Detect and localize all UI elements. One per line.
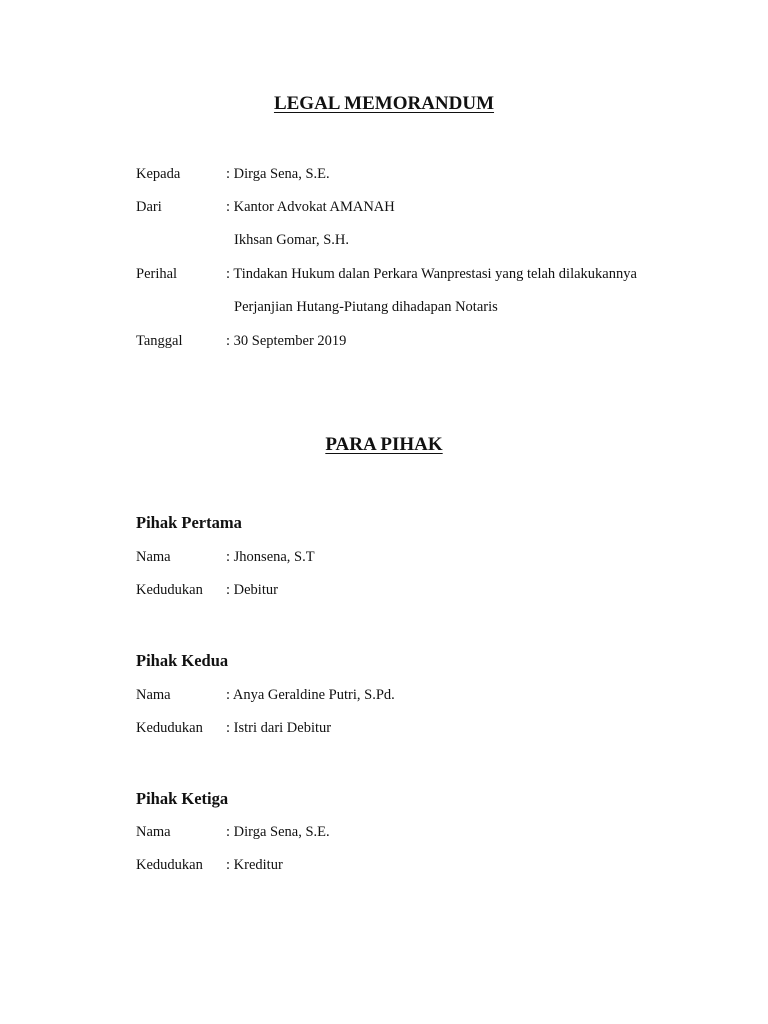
pihak-ketiga-nama-value: : Dirga Sena, S.E. bbox=[226, 824, 330, 840]
pihak-kedua-nama-label: Nama bbox=[136, 687, 171, 703]
kepada-label: Kepada bbox=[136, 166, 181, 182]
kepada-value: : Dirga Sena, S.E. bbox=[226, 166, 330, 182]
pihak-ketiga-heading: Pihak Ketiga bbox=[136, 789, 229, 808]
dari-continuation: Ikhsan Gomar, S.H. bbox=[234, 232, 350, 248]
pihak-kedua-heading: Pihak Kedua bbox=[136, 651, 229, 670]
pihak-pertama-heading: Pihak Pertama bbox=[136, 513, 242, 532]
pihak-pertama-nama-value: : Jhonsena, S.T bbox=[226, 549, 315, 565]
pihak-kedua-kedudukan-value: : Istri dari Debitur bbox=[226, 720, 332, 736]
pihak-pertama-nama-label: Nama bbox=[136, 549, 171, 565]
pihak-ketiga-kedudukan-value: : Kreditur bbox=[226, 857, 283, 873]
tanggal-value: : 30 September 2019 bbox=[226, 333, 347, 349]
pihak-pertama-kedudukan-value: : Debitur bbox=[226, 582, 278, 598]
dari-value: : Kantor Advokat AMANAH bbox=[226, 199, 395, 215]
pihak-pertama-kedudukan-label: Kedudukan bbox=[136, 582, 203, 598]
pihak-ketiga-nama-label: Nama bbox=[136, 824, 171, 840]
parties-title: PARA PIHAK bbox=[325, 434, 443, 455]
perihal-value: : Tindakan Hukum dalan Perkara Wanprestasi yang telah dilakukannya bbox=[226, 266, 637, 282]
dari-label: Dari bbox=[136, 199, 162, 215]
pihak-kedua-nama-value: : Anya Geraldine Putri, S.Pd. bbox=[226, 687, 395, 703]
perihal-label: Perihal bbox=[136, 266, 178, 282]
tanggal-label: Tanggal bbox=[136, 333, 183, 349]
pihak-ketiga-kedudukan-label: Kedudukan bbox=[136, 857, 203, 873]
perihal-continuation: Perjanjian Hutang-Piutang dihadapan Notaris bbox=[234, 299, 498, 315]
memo-title: LEGAL MEMORANDUM bbox=[273, 93, 495, 114]
pihak-kedua-kedudukan-label: Kedudukan bbox=[136, 720, 203, 736]
